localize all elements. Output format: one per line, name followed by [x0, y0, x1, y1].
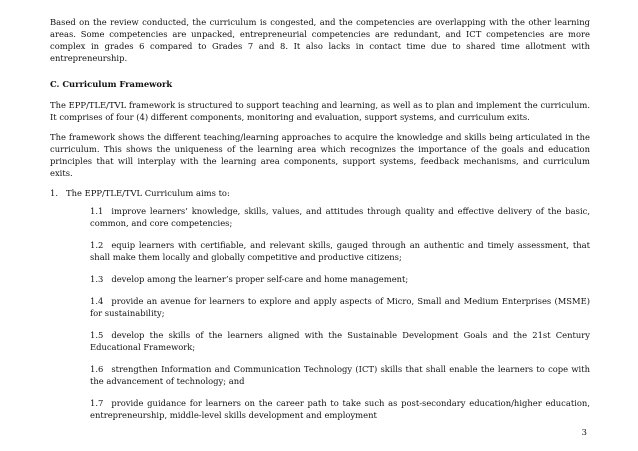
document-page [50, 16, 590, 431]
aim-text: strengthen Information and Communication Technology (ICT) skills that shall enable the learners to cope with the advancement of technology; and [90, 364, 590, 386]
aim-text: develop the skills of the learners aligned with the Sustainable Development Goals and the 21st Century Educational Framework; [90, 330, 590, 352]
framework-paragraph-1: The EPP/TLE/TVL framework is structured to support teaching and learning, as well as to plan and implement the curriculum. It comprises of four (4) different components, monitoring and evaluation, support systems, and curriculum exits. [50, 100, 590, 122]
aim-text: provide an avenue for learners to explore and apply aspects of Micro, Small and Medium Enterprises (MSME) for sustainability; [90, 296, 590, 318]
aim-number: 1.7 [90, 398, 104, 408]
aim-number: 1.2 [90, 240, 104, 250]
aim-text: develop among the learner’s proper self-care and home management; [111, 274, 409, 284]
aim-text: provide guidance for learners on the career path to take such as post-secondary education/higher education, entrepreneurship, middle-level skills development and employment [90, 398, 590, 420]
intro-paragraph: Based on the review conducted, the curriculum is congested, and the competencies are overlapping with the other learning areas. Some competencies are unpacked, entrepreneurial competencies are redundant, and ICT competencies are more complex in grades 6 compared to Grades 7 and 8. It also lacks in contact time due to shared time allotment with entrepreneurship. [50, 17, 590, 63]
numbered-item-number: 1. [50, 188, 58, 198]
aim-number: 1.3 [90, 274, 104, 284]
aim-text: equip learners with certifiable, and relevant skills, gauged through an authentic and timely assessment, that shall make them locally and globally competitive and productive citizens; [90, 240, 590, 262]
aim-number: 1.1 [90, 206, 104, 216]
aim-number: 1.5 [90, 330, 104, 340]
aim-item [90, 205, 590, 229]
aim-item [90, 273, 590, 285]
aim-item [90, 363, 590, 387]
aim-item [90, 329, 590, 353]
numbered-item [50, 187, 590, 199]
aim-item [90, 397, 590, 421]
aim-number: 1.4 [90, 296, 104, 306]
aims-list [90, 205, 590, 421]
framework-paragraph-2: The framework shows the different teaching/learning approaches to acquire the knowledge and skills being articulated in the curriculum. This shows the uniqueness of the learning area which recognizes the importance of the goals and education principles that will interplay with the learning area components, support systems, feedback mechanisms, and curriculum exits. [50, 132, 590, 178]
numbered-item-text: The EPP/TLE/TVL Curriculum aims to: [66, 188, 230, 198]
page-number: 3 [581, 427, 587, 437]
aim-text: improve learners’ knowledge, skills, values, and attitudes through quality and effective delivery of the basic, common, and core competencies; [90, 206, 590, 228]
section-heading: C. Curriculum Framework [50, 79, 173, 89]
aim-number: 1.6 [90, 364, 104, 374]
aim-item [90, 239, 590, 263]
aim-item [90, 295, 590, 319]
